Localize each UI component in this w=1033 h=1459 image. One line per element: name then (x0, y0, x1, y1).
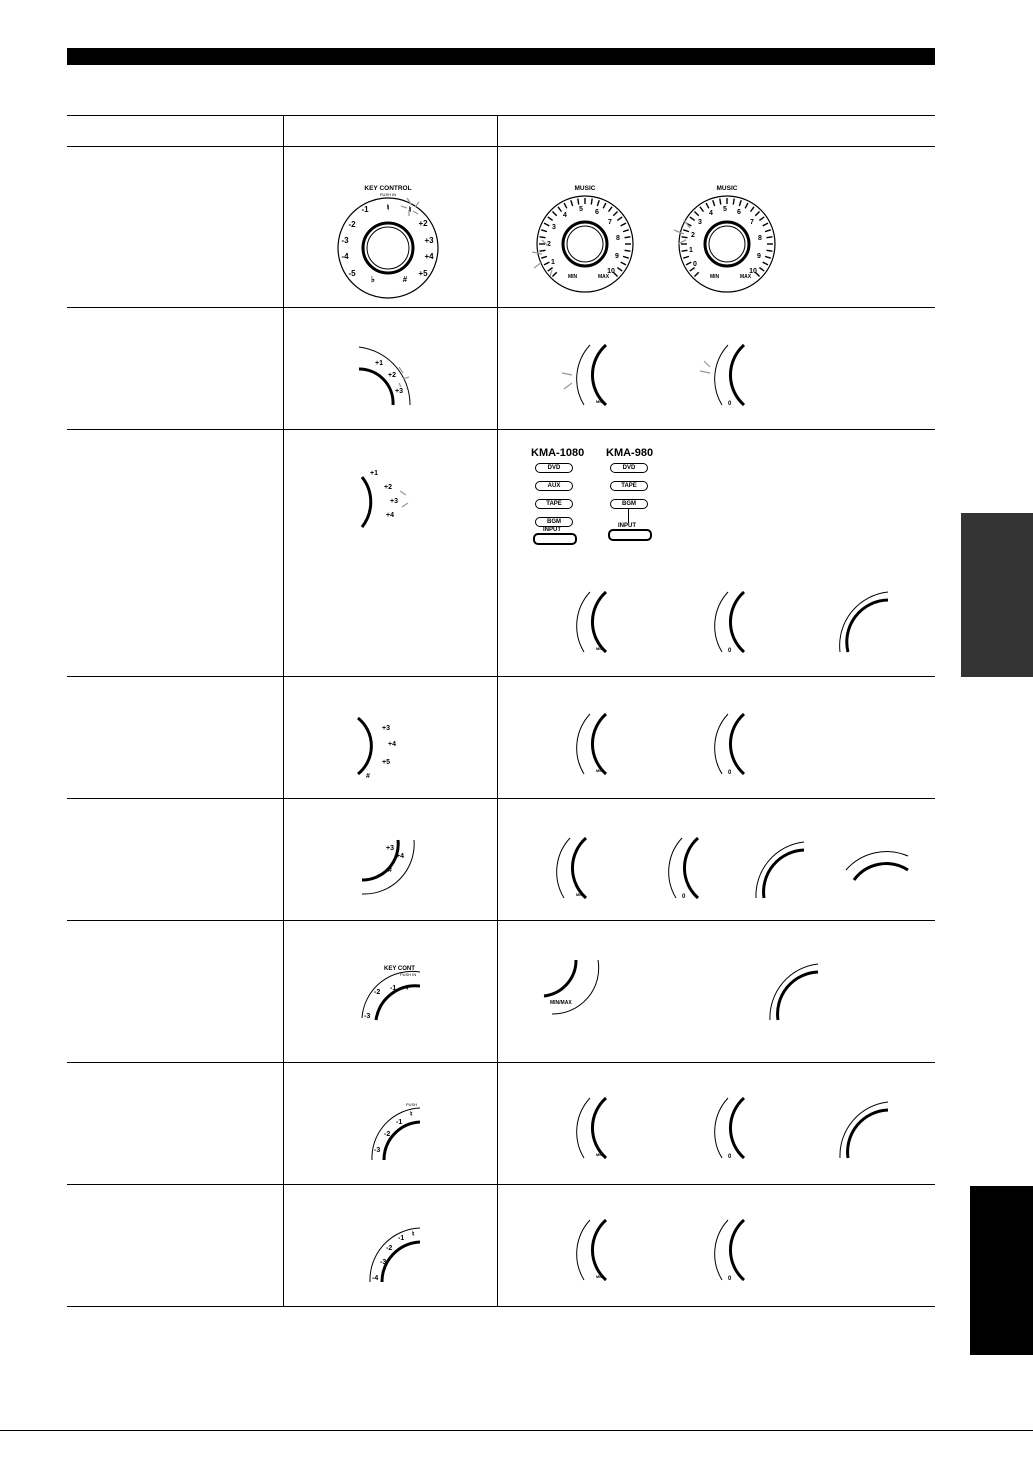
dial-tick (609, 207, 613, 212)
svg-text:3: 3 (552, 224, 556, 231)
svg-text:#: # (366, 773, 370, 780)
dial-tick (564, 203, 567, 208)
music-partial-dial (560, 1096, 610, 1160)
dial-tick (540, 250, 546, 251)
svg-text:MIN/MAX: MIN/MAX (550, 1000, 572, 1006)
key-control-partial-dial (355, 343, 415, 407)
svg-text:-1: -1 (390, 985, 397, 992)
dial-tick (682, 250, 688, 251)
svg-text:-3: -3 (341, 236, 349, 245)
svg-text:MIN: MIN (596, 1274, 604, 1279)
svg-text:-1: -1 (396, 1119, 403, 1126)
svg-text:4: 4 (563, 212, 567, 219)
dial-tick (603, 203, 606, 208)
dial-tick (613, 211, 617, 215)
dial-tick (683, 256, 689, 258)
key-control-partial-dial (360, 836, 416, 896)
svg-text:MIN: MIN (596, 646, 604, 651)
svg-text:PUSH: PUSH (406, 1102, 418, 1107)
svg-text:+2: +2 (388, 372, 396, 379)
dial-tick (558, 207, 562, 212)
music-partial-dial (540, 958, 600, 1018)
music-volume-dial (668, 180, 786, 300)
music-partial-dial (698, 590, 748, 654)
dial-tick (683, 230, 689, 232)
music-partial-dial (560, 343, 610, 407)
key-control-dial (325, 180, 451, 300)
table-column-divider (497, 115, 498, 1307)
table-column-divider (283, 115, 284, 1307)
svg-text:MIN: MIN (596, 768, 604, 773)
table-rule (67, 1062, 935, 1063)
music-partial-dial (652, 836, 702, 900)
dial-tick (745, 203, 748, 208)
dial-tick (739, 200, 741, 206)
dial-tick (767, 237, 773, 238)
svg-text:-5: -5 (348, 269, 356, 278)
svg-text:+2: +2 (418, 219, 428, 228)
input-connector (628, 509, 629, 523)
input-button[interactable] (533, 533, 577, 545)
model-name: KMA-1080 (531, 447, 585, 459)
svg-text:2: 2 (547, 241, 551, 248)
model-kma-980 (606, 447, 666, 541)
dial-tick (621, 262, 626, 265)
svg-text:♮: ♮ (412, 1231, 415, 1238)
dial-tick (690, 268, 695, 272)
svg-text:6: 6 (595, 209, 599, 216)
svg-text:7: 7 (750, 219, 754, 226)
footer-rule (0, 1430, 1033, 1431)
source-button-tape[interactable]: TAPE (610, 481, 648, 491)
svg-text:10: 10 (749, 268, 757, 275)
svg-text:MIN: MIN (710, 274, 720, 280)
music-partial-dial (540, 836, 590, 900)
table-rule (67, 429, 935, 430)
svg-text:#: # (402, 275, 408, 284)
svg-text:♮: ♮ (386, 203, 390, 212)
svg-text:5: 5 (579, 206, 583, 213)
header-bar (67, 48, 935, 65)
svg-text:+5: +5 (382, 759, 390, 766)
dial-tick (690, 217, 695, 221)
dial-tick (621, 223, 626, 226)
key-control-partial-dial (370, 1100, 420, 1162)
svg-text:-3: -3 (380, 1259, 387, 1266)
dial-tick (541, 230, 547, 232)
svg-text:+4: +4 (388, 741, 396, 748)
svg-text:MIN: MIN (596, 1152, 604, 1157)
svg-text:+1: +1 (375, 360, 383, 367)
dial-tick (552, 211, 556, 215)
svg-text:♮: ♮ (410, 1111, 413, 1118)
svg-text:2: 2 (691, 232, 695, 239)
svg-text:PUSH IN: PUSH IN (400, 972, 417, 977)
dial-tick (617, 217, 622, 221)
model-kma-1080 (531, 447, 591, 545)
svg-text:10: 10 (607, 268, 615, 275)
dial-tick (694, 272, 698, 276)
svg-text:4: 4 (709, 210, 713, 217)
table-rule (67, 146, 935, 147)
svg-text:8: 8 (616, 235, 620, 242)
svg-text:1: 1 (551, 259, 555, 266)
input-label: INPUT (618, 523, 636, 529)
svg-text:-2: -2 (374, 989, 381, 996)
music-partial-dial (834, 1100, 890, 1160)
music-partial-dial (750, 840, 806, 900)
dial-tick (625, 237, 631, 238)
svg-text:MIN: MIN (596, 399, 604, 404)
music-partial-dial (698, 1096, 748, 1160)
dial-tick (625, 250, 631, 251)
language-tab (970, 1186, 1033, 1355)
svg-text:+3: +3 (390, 498, 398, 505)
svg-text:1: 1 (689, 247, 693, 254)
svg-text:5: 5 (723, 206, 727, 213)
dial-tick (544, 262, 549, 265)
svg-text:-4: -4 (341, 252, 349, 261)
music-partial-dial (698, 712, 748, 776)
svg-text:8: 8 (758, 235, 762, 242)
svg-text:0: 0 (728, 1154, 732, 1160)
svg-text:0: 0 (728, 770, 732, 776)
svg-text:+3: +3 (395, 388, 403, 395)
svg-text:6: 6 (737, 209, 741, 216)
dial-tick (623, 230, 629, 232)
dial-tick (720, 199, 721, 205)
svg-text:+1: +1 (370, 470, 378, 477)
dial-tick (763, 223, 768, 226)
dial-tick (765, 256, 771, 258)
dial-tick (751, 207, 755, 212)
svg-text:9: 9 (757, 253, 761, 260)
svg-text:MUSIC: MUSIC (574, 185, 596, 192)
svg-text:MIN: MIN (568, 274, 578, 280)
dial-tick (765, 230, 771, 232)
dial-tick (578, 199, 579, 205)
svg-text:MUSIC: MUSIC (716, 185, 738, 192)
music-partial-dial (834, 590, 890, 654)
dial-tick (617, 268, 622, 272)
table-rule (67, 1306, 935, 1307)
svg-text:MAX: MAX (740, 274, 752, 280)
svg-text:KEY CONTROL: KEY CONTROL (364, 185, 412, 192)
input-label: INPUT (543, 527, 561, 533)
svg-text:0: 0 (693, 261, 697, 268)
svg-text:9: 9 (615, 253, 619, 260)
table-rule (67, 920, 935, 921)
music-partial-dial (764, 962, 820, 1022)
input-button[interactable] (608, 529, 652, 541)
svg-text:+4: +4 (386, 512, 394, 519)
music-partial-dial (844, 840, 910, 900)
svg-text:3: 3 (698, 219, 702, 226)
svg-text:-3: -3 (364, 1013, 371, 1020)
svg-text:+4: +4 (396, 853, 404, 860)
music-volume-dial (526, 180, 644, 300)
key-control-partial-dial (360, 465, 420, 529)
svg-text:-1: -1 (398, 1235, 405, 1242)
dial-tick (706, 203, 709, 208)
svg-text:♮: ♮ (408, 205, 412, 214)
table-rule (67, 1184, 935, 1185)
svg-text:-3: -3 (374, 1147, 381, 1154)
svg-text:PUSH IN: PUSH IN (379, 192, 397, 197)
svg-text:-2: -2 (348, 220, 356, 229)
dial-tick (686, 262, 691, 265)
section-tab (961, 513, 1033, 677)
model-name: KMA-980 (606, 447, 654, 459)
svg-text:-2: -2 (384, 1131, 391, 1138)
svg-text:+3: +3 (382, 725, 390, 732)
svg-text:-1: -1 (361, 205, 369, 214)
svg-text:0: 0 (728, 401, 732, 407)
dial-tick (571, 200, 573, 206)
music-partial-dial (560, 1218, 610, 1282)
dial-tick (597, 200, 599, 206)
svg-text:MAX: MAX (598, 274, 610, 280)
svg-text:0: 0 (728, 648, 732, 654)
dial-tick (713, 200, 715, 206)
dial-tick (623, 256, 629, 258)
svg-text:♮: ♮ (406, 985, 409, 992)
source-button-dvd[interactable]: DVD (535, 463, 573, 473)
svg-text:+5: +5 (418, 269, 428, 278)
dial-tick (541, 256, 547, 258)
table-rule (67, 798, 935, 799)
key-control-partial-dial (356, 712, 416, 780)
music-partial-dial (560, 590, 610, 654)
svg-text:♭: ♭ (371, 275, 375, 284)
table-rule (67, 115, 935, 116)
svg-text:7: 7 (608, 219, 612, 226)
svg-text:MIN: MIN (576, 892, 584, 897)
source-button-dvd[interactable]: DVD (610, 463, 648, 473)
svg-text:+3: +3 (386, 845, 394, 852)
dial-tick (755, 211, 759, 215)
svg-text:+4: +4 (424, 252, 434, 261)
dial-tick (767, 250, 773, 251)
svg-text:-2: -2 (386, 1245, 393, 1252)
music-partial-dial (698, 343, 748, 407)
dial-tick (591, 199, 592, 205)
source-button-tape[interactable]: TAPE (535, 499, 573, 509)
dial-tick (763, 262, 768, 265)
dial-tick (733, 199, 734, 205)
music-partial-dial (560, 712, 610, 776)
source-button-bgm[interactable]: BGM (535, 517, 573, 527)
svg-text:KEY CONT: KEY CONT (384, 966, 415, 972)
svg-text:#: # (388, 867, 392, 874)
dial-tick (540, 237, 546, 238)
dial-tick (544, 223, 549, 226)
key-control-partial-dial (368, 1222, 420, 1284)
music-partial-dial (698, 1218, 748, 1282)
svg-text:0: 0 (728, 1276, 732, 1282)
dial-tick (694, 211, 698, 215)
svg-text:+3: +3 (424, 236, 434, 245)
table-rule (67, 676, 935, 677)
svg-text:+2: +2 (384, 484, 392, 491)
dial-tick (548, 217, 553, 221)
svg-text:-4: -4 (372, 1275, 379, 1282)
dial-tick (682, 237, 688, 238)
dial-tick (759, 217, 764, 221)
key-control-partial-dial (360, 962, 420, 1022)
dial-tick (759, 268, 764, 272)
dial-tick (700, 207, 704, 212)
table-rule (67, 307, 935, 308)
source-button-aux[interactable]: AUX (535, 481, 573, 491)
dial-tick (552, 272, 556, 276)
svg-text:0: 0 (682, 894, 686, 900)
source-button-bgm[interactable]: BGM (610, 499, 648, 509)
